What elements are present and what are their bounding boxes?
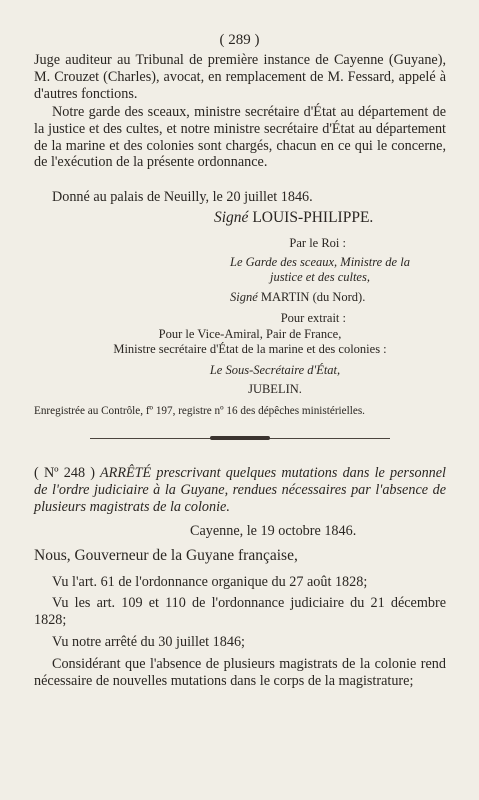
king-signature <box>214 210 454 227</box>
page-number: ( 289 ) <box>219 32 260 48</box>
cayenne-date: Cayenne, le 19 octobre 1846. <box>190 523 357 539</box>
vu-article-61: Vu l'art. 61 de l'ordonnance organique du 27 août 1828; <box>52 574 368 590</box>
governor-line: Nous, Gouverneur de la Guyane française, <box>34 547 298 564</box>
pour-extrait: Pour extrait : <box>280 311 346 325</box>
martin-name: MARTIN (du Nord). <box>260 290 366 304</box>
vu-arrete-juillet: Vu notre arrêté du 30 juillet 1846; <box>52 634 245 650</box>
king-name: LOUIS-PHILIPPE. <box>252 209 374 226</box>
arrete-heading <box>34 465 446 515</box>
considerant-paragraph: Considérant que l'absence de plusieurs magistrats de la colonie rend nécessaire de nouvelles mutations dans le corps de la magistrature; <box>34 656 446 689</box>
signed-label: Signé <box>214 209 249 226</box>
martin-signed-label: Signé <box>230 290 258 304</box>
garde-line-1: Le Garde des sceaux, Ministre de la <box>230 255 410 269</box>
arrete-title: ARRÊTÉ prescrivant quelques mutations dans le personnel de l'ordre judiciaire à la Guyane, rendues nécessaires par l'absence de plusieurs magistrats de la colonie. <box>34 465 446 515</box>
garde-title <box>190 255 450 285</box>
jubelin-name: JUBELIN. <box>248 382 302 396</box>
paragraph-execution: Notre garde des sceaux, ministre secrétaire d'État au département de la justice et des cultes, et notre ministre secrétaire d'État au département de la marine et des colonies sont chargés, chacun en ce qui le concerne, de l'exécution de la présente ordonnance. <box>34 104 446 171</box>
registration-note: Enregistrée au Contrôle, fº 197, registre nº 16 des dépêches ministérielles. <box>34 405 365 417</box>
given-at-line: Donné au palais de Neuilly, le 20 juillet 1846. <box>52 189 313 205</box>
separator-ornament <box>210 436 270 440</box>
vice-amiral-line: Pour le Vice-Amiral, Pair de France, <box>158 327 342 341</box>
garde-line-2: justice et des cultes, <box>270 270 370 284</box>
martin-signature <box>230 289 430 306</box>
sous-secretaire: Le Sous-Secrétaire d'État, <box>209 363 341 377</box>
paragraph-appointment: Juge auditeur au Tribunal de première instance de Cayenne (Guyane), M. Crouzet (Charles), avocat, en remplacement de M. Fessard, appelé à d'autres fonctions. <box>34 52 446 102</box>
ministre-line: Ministre secrétaire d'État de la marine et des colonies : <box>113 342 387 356</box>
arrete-number: ( Nº 248 ) <box>34 465 96 481</box>
par-le-roi: Par le Roi : <box>289 236 346 250</box>
vu-articles-109-110: Vu les art. 109 et 110 de l'ordonnance judiciaire du 21 décembre 1828; <box>34 595 446 628</box>
vice-amiral-block <box>60 327 440 357</box>
